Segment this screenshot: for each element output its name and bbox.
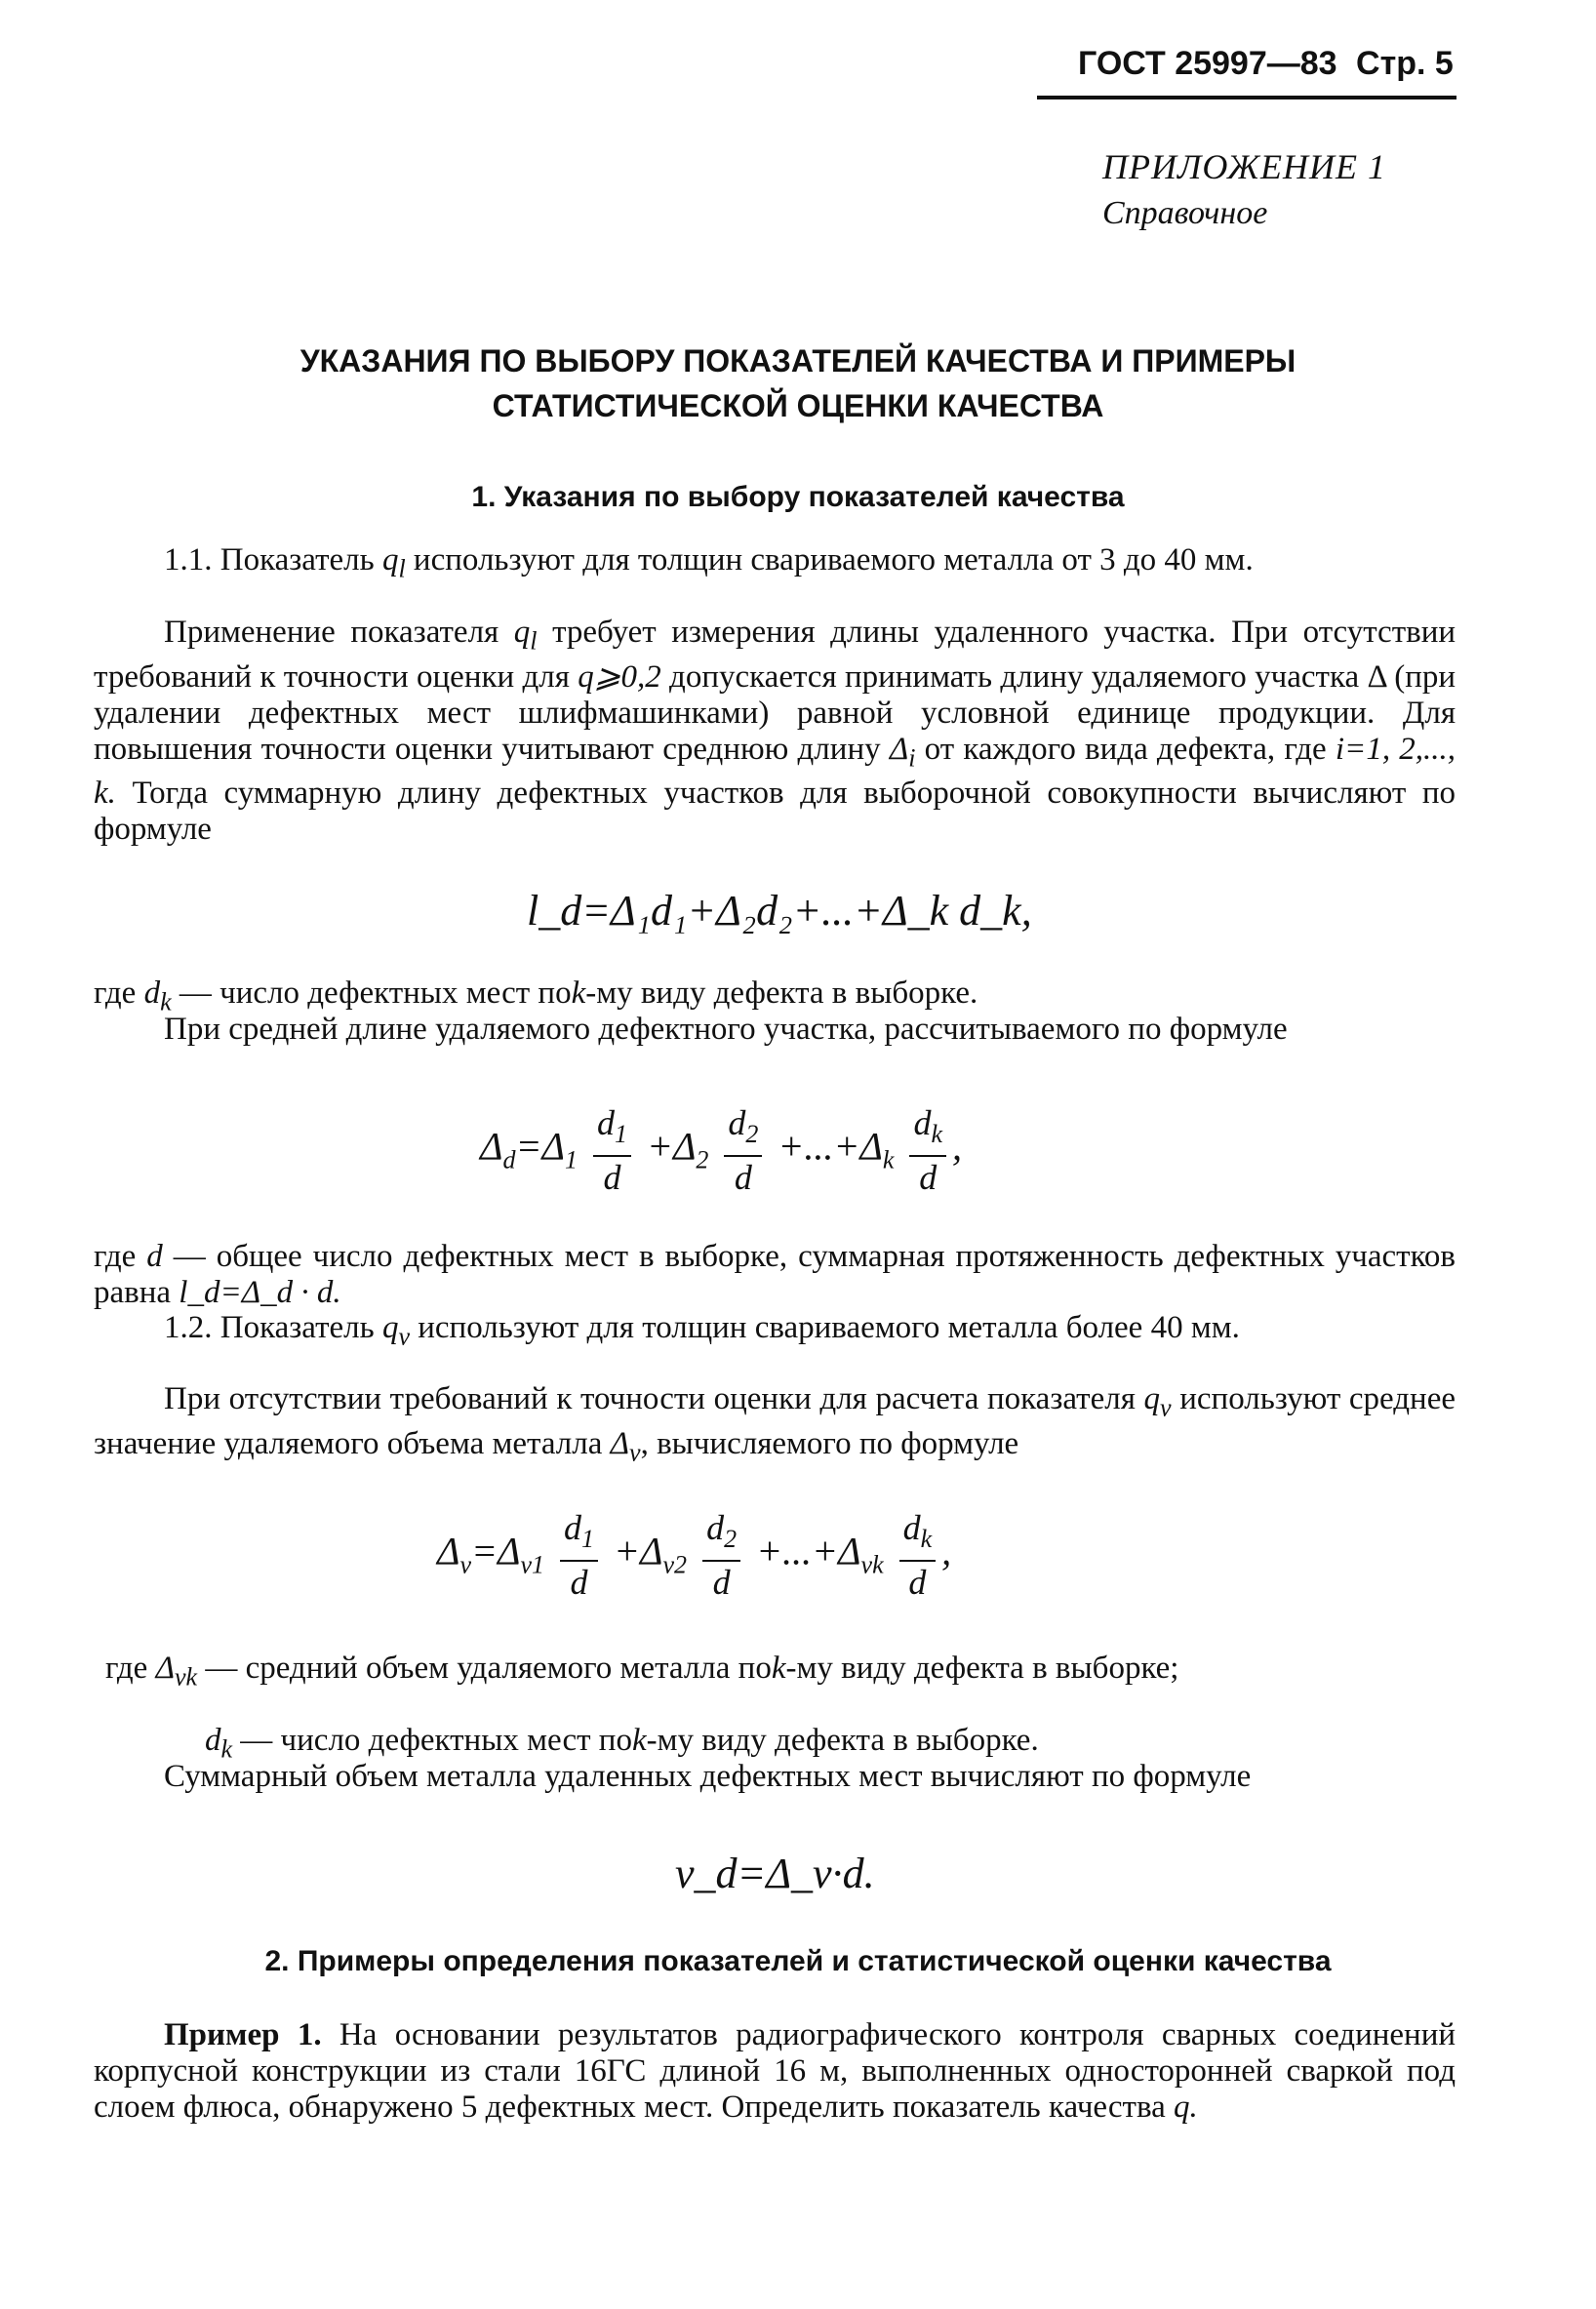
symbol-dk: $d_k$ (143, 975, 172, 1016)
example-1: Пример 1. На основании результатов радиографического контроля сварных соединений корпусной конструкции из стали 16ГС длиной 16 м, выполненных односторонней сваркой под слоем флюса, обнаружено 5 дефектных мест. Определить показатель качества q. (94, 2017, 1456, 2125)
example-1-label: Пример 1. (164, 2017, 322, 2052)
fraction-d2-d: $\frac{d_2}{d}$ (702, 1507, 740, 1603)
header-rule (1037, 96, 1456, 100)
formula-ld: l_d=Δ₁d₁+Δ₂d₂+...+Δ_k d_k, (527, 887, 1032, 935)
gost-number: ГОСТ 25997—83 (1078, 45, 1337, 82)
symbol-delta-vk: $\Delta_{vk}$ (155, 1651, 198, 1692)
fraction-d1-d: $\frac{d_1}{d}$ (593, 1102, 631, 1198)
fraction-dk-d: $\frac{d_k}{d}$ (899, 1507, 937, 1603)
page-number: Стр. 5 (1356, 45, 1454, 82)
paragraph-application: Применение показателя $q_l$ требует измерения длины удаленного участка. При отсутствии требований к точности оценки для q⩾0,2 допускается принимать длину удаляемого участка Δ (при удалении дефектных мест шлифмашинками) равной условной единице продукции. Для повышения точности оценки учитывают среднюю длину $\Delta_i$ от каждого вида дефекта, где i=1, 2,..., k. Тогда суммарную длину дефектных участков для выборочной совокупности вычисляют по формуле (94, 615, 1456, 848)
paragraph-1-2: 1.2. Показатель $q_v$ используют для толщин свариваемого металла более 40 мм. (164, 1310, 1240, 1351)
formula-delta-d: $\Delta_d=\Delta_1$ $\frac{d_1}{d}$ $+\Delta_2$ $\frac{d_2}{d}$ $+...+\Delta_k$ $\frac{d_k}{d}$ , (480, 1103, 962, 1198)
appendix-title: ПРИЛОЖЕНИЕ 1 (1102, 147, 1386, 186)
doc-title-line1: УКАЗАНИЯ ПО ВЫБОРУ ПОКАЗАТЕЛЕЙ КАЧЕСТВА И ПРИМЕРЫ (299, 343, 1297, 378)
paragraph-1-1: 1.1. Показатель $q_l$ используют для толщин свариваемого металла от 3 до 40 мм. (164, 542, 1254, 583)
symbol-qv: $q_v$ (381, 1310, 410, 1351)
formula-delta-v: $\Delta_v=\Delta_{v1}$ $\frac{d_1}{d}$ $+\Delta_{v2}$ $\frac{d_2}{d}$ $+...+\Delta_{vk}$ $\frac{d_k}{d}$ , (437, 1508, 952, 1603)
paragraph-qv: При отсутствии требований к точности оценки для расчета показателя $q_v$ используют среднее значение удаляемого объема металла $\Delta_v$, вычисляемого по формуле (94, 1381, 1456, 1467)
section2-heading: 2. Примеры определения показателей и статистической оценки качества (264, 1945, 1332, 1977)
paragraph-mean-length: При средней длине удаляемого дефектного участка, рассчитываемого по формуле (164, 1012, 1288, 1047)
doc-title-line2: СТАТИСТИЧЕСКОЙ ОЦЕНКИ КАЧЕСТВА (492, 388, 1104, 423)
fraction-d2-d: $\frac{d_2}{d}$ (724, 1102, 762, 1198)
fraction-dk-d: $\frac{d_k}{d}$ (909, 1102, 946, 1198)
fraction-d1-d: $\frac{d_1}{d}$ (560, 1507, 598, 1603)
symbol-ql: $q_l$ (381, 542, 406, 583)
paragraph-sum-volume: Суммарный объем металла удаленных дефектных мест вычисляют по формуле (164, 1759, 1252, 1794)
section1-heading: 1. Указания по выбору показателей качества (471, 481, 1125, 513)
formula-vd: v_d=Δ_v·d. (675, 1850, 875, 1897)
paragraph-where-dk: где $d_k$ — число дефектных мест поk-му виду дефекта в выборке. (94, 975, 978, 1016)
paragraph-where-delta-vk: где $\Delta_{vk}$ — средний объем удаляемого металла поk-му виду дефекта в выборке; (105, 1651, 1179, 1692)
symbol-delta-v: $\Delta_v$ (610, 1425, 641, 1467)
symbol-delta-i: $\Delta_i$ (889, 731, 916, 773)
gost-header (1078, 45, 1454, 83)
symbol-qv: $q_v$ (1143, 1381, 1172, 1422)
paragraph-where-dk-2: $d_k$ — число дефектных мест поk-му виду дефекта в выборке. (205, 1723, 1039, 1764)
paragraph-where-d: где d — общее число дефектных мест в выборке, суммарная протяженность дефектных участков равна l_d=Δ_d · d. (94, 1239, 1456, 1310)
appendix-subtitle: Справочное (1102, 195, 1268, 231)
symbol-ql: $q_l$ (513, 615, 538, 656)
symbol-dk: $d_k$ (205, 1723, 233, 1764)
